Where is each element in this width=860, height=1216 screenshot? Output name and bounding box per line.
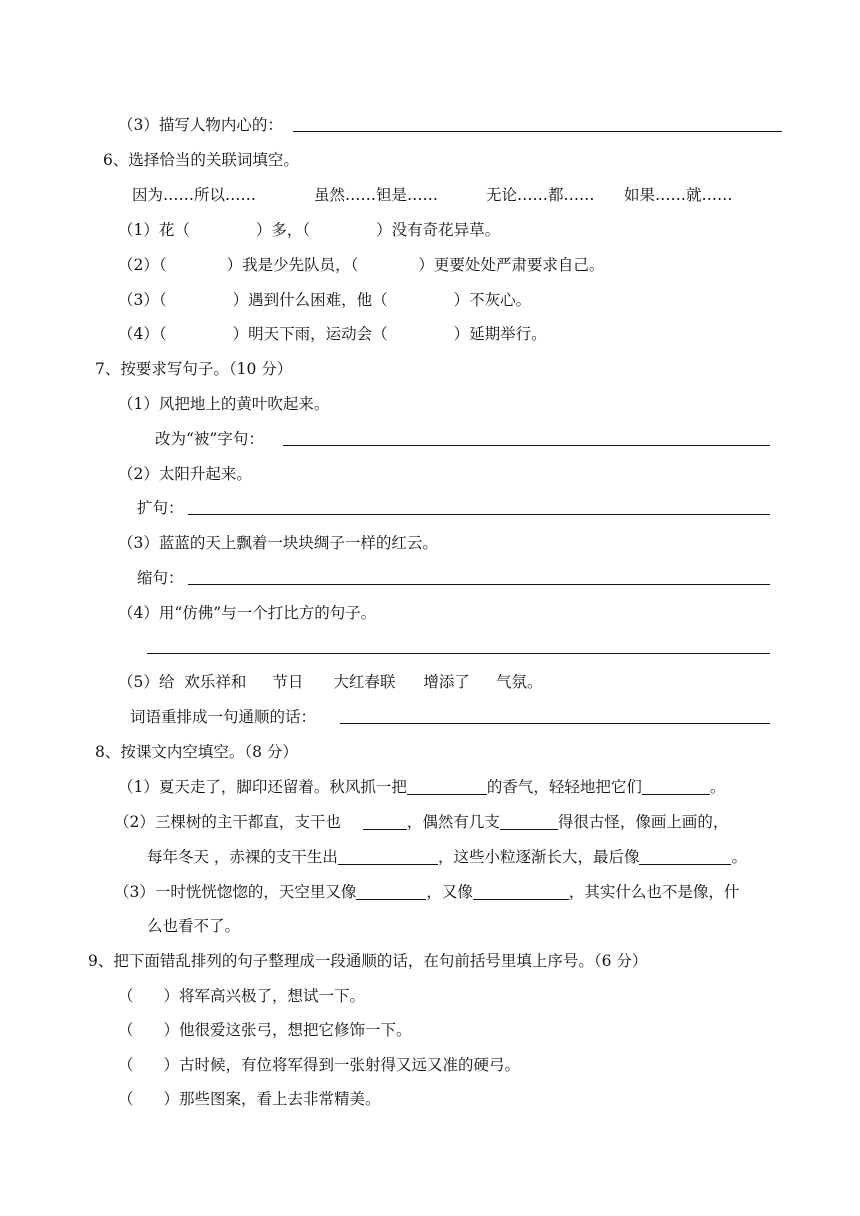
- q7-sentence-4: （4）用“仿佛”与一个打比方的句子。: [118, 604, 377, 622]
- q9-item-2: （ ）他很爱这张弓，想把它修饰一下。: [118, 1021, 412, 1039]
- q9-item-1: （ ）将军高兴极了，想试一下。: [118, 987, 366, 1005]
- q8-sentence-3a: （3）一时恍恍惚惚的，天空里又像 ，又像 ，其实什么也不是像，什: [114, 883, 740, 901]
- q9-title: 9、把下面错乱排列的句子整理成一段通顺的话，在句前括号里填上序号。（6 分）: [88, 952, 648, 970]
- q5-item3-label: （3）描写人物内心的：: [118, 116, 283, 134]
- q8-sentence-3b: 么也看不了。: [147, 917, 241, 935]
- q7-task-1: 改为“被”字句：: [155, 430, 264, 448]
- q6-option-2: 虽然……钽是……: [314, 186, 439, 204]
- q5-item3-answer-line[interactable]: [293, 131, 782, 132]
- q7-answer-line-3[interactable]: [188, 584, 770, 585]
- q7-sentence-5: （5）给 欢乐祥和 节日 大红春联 增添了 气氛。: [118, 673, 543, 691]
- q8-sentence-1: （1）夏天走了，脚印还留着。秋风抓一把 的香气，轻轻地把它们 。: [118, 778, 726, 796]
- q8-s1-blank-2[interactable]: [642, 780, 710, 795]
- q6-sentence-3: （3）（ ）遇到什么困难，他（ ）不灰心。: [118, 291, 532, 309]
- q6-option-4: 如果……就……: [624, 186, 733, 204]
- q7-answer-line-1[interactable]: [283, 445, 770, 446]
- q7-sentence-2: （2）太阳升起来。: [118, 465, 252, 483]
- q7-sentence-3: （3）蓝蓝的天上飘着一块块绸子一样的红云。: [118, 534, 438, 552]
- q7-answer-line-2[interactable]: [188, 514, 770, 515]
- q9-item-3: （ ）古时候，有位将军得到一张射得又远又准的硬弓。: [118, 1056, 521, 1074]
- q7-answer-line-5[interactable]: [340, 723, 770, 724]
- q8-sentence-2a: （2）三棵树的主干都直，支干也 ，偶然有几支 得很古怪，像画上画的，: [114, 813, 729, 831]
- q8-s3-blank-2[interactable]: [473, 885, 569, 900]
- q7-task-3: 缩句：: [137, 569, 184, 587]
- q8-s2-blank-4[interactable]: [639, 850, 731, 865]
- q8-title: 8、按课文内空填空。（8 分）: [95, 743, 298, 761]
- q7-title: 7、按要求写句子。（10 分）: [95, 360, 293, 378]
- q6-sentence-2: （2）（ ）我是少先队员，（ ）更要处处严肃要求自己。: [118, 256, 605, 274]
- q8-s2-blank-3[interactable]: [338, 850, 438, 865]
- q8-s2-blank-2[interactable]: [500, 815, 558, 830]
- q8-s1-blank-1[interactable]: [407, 780, 487, 795]
- q8-s3-blank-1[interactable]: [356, 885, 426, 900]
- q9-item-4: （ ）那些图案，看上去非常精美。: [118, 1090, 381, 1108]
- q6-title: 6、选择恰当的关联词填空。: [103, 151, 299, 169]
- q6-sentence-4: （4）（ ）明天下雨，运动会（ ）延期举行。: [118, 325, 547, 343]
- q8-sentence-2b: 每年冬天 ，赤裸的支干生出 ，这些小粒逐渐长大，最后像 。: [147, 848, 747, 866]
- q6-option-1: 因为……所以……: [132, 186, 257, 204]
- q7-sentence-1: （1）风把地上的黄叶吹起来。: [118, 395, 330, 413]
- q8-s2-blank-1[interactable]: [363, 815, 407, 830]
- q6-sentence-1: （1）花（ ）多，（ ）没有奇花异草。: [118, 221, 501, 239]
- q7-task-5: 词语重排成一句通顺的话：: [130, 708, 317, 726]
- q7-task-2: 扩句：: [137, 499, 184, 517]
- q6-option-3: 无论……都……: [486, 186, 595, 204]
- q7-answer-line-4[interactable]: [147, 653, 770, 654]
